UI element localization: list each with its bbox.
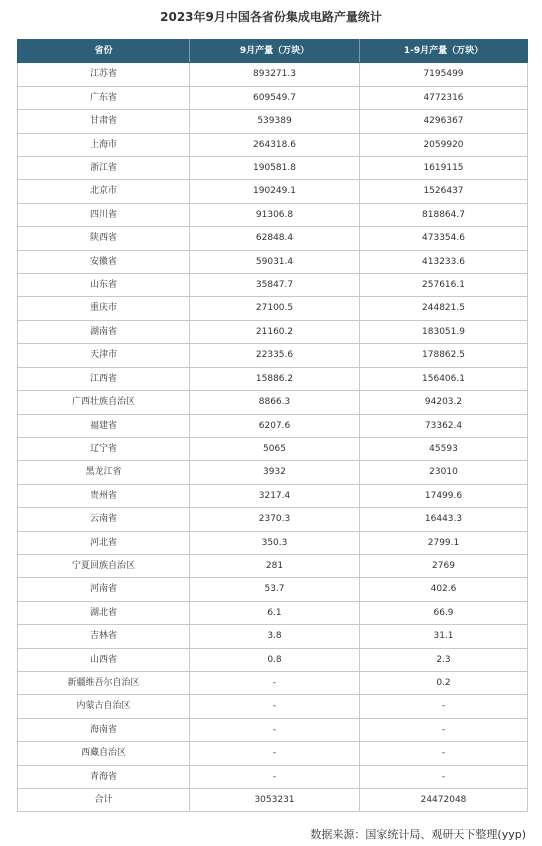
table-row [18,86,528,109]
table-row [18,601,528,624]
cell-province: 贵州省 [18,484,190,507]
cell-september-output: 21160.2 [190,320,360,343]
cell-jan-sep-output: 66.9 [360,601,528,624]
cell-jan-sep-output: 2799.1 [360,531,528,554]
cell-september-output: 2370.3 [190,508,360,531]
cell-jan-sep-output: - [360,742,528,765]
table-row [18,274,528,297]
cell-province: 辽宁省 [18,437,190,460]
cell-province: 福建省 [18,414,190,437]
cell-province: 上海市 [18,133,190,156]
cell-jan-sep-output: 183051.9 [360,320,528,343]
cell-jan-sep-output: 31.1 [360,625,528,648]
cell-jan-sep-output: 4296367 [360,110,528,133]
table-row [18,531,528,554]
cell-september-output: - [190,695,360,718]
cell-jan-sep-output: 244821.5 [360,297,528,320]
cell-september-output: - [190,765,360,788]
table-row [18,344,528,367]
table-row [18,203,528,226]
cell-jan-sep-output: 73362.4 [360,414,528,437]
cell-province: 内蒙古自治区 [18,695,190,718]
table-row [18,508,528,531]
table-row [18,695,528,718]
table-row [18,391,528,414]
table-row [18,765,528,788]
cell-september-output: 3053231 [190,789,360,812]
cell-jan-sep-output: 402.6 [360,578,528,601]
table-row [18,742,528,765]
cell-province: 海南省 [18,718,190,741]
cell-province: 北京市 [18,180,190,203]
cell-september-output: 893271.3 [190,63,360,86]
cell-province: 江西省 [18,367,190,390]
table-row [18,461,528,484]
table-header [18,40,528,63]
table-row [18,437,528,460]
cell-september-output: 539389 [190,110,360,133]
cell-province: 天津市 [18,344,190,367]
cell-september-output: 190581.8 [190,157,360,180]
cell-jan-sep-output: 2769 [360,554,528,577]
cell-september-output: - [190,718,360,741]
cell-september-output: 3.8 [190,625,360,648]
table-row [18,297,528,320]
cell-jan-sep-output: 17499.6 [360,484,528,507]
cell-september-output: 5065 [190,437,360,460]
cell-september-output: 8866.3 [190,391,360,414]
cell-province: 广东省 [18,86,190,109]
cell-province: 合计 [18,789,190,812]
header-september-output: 9月产量（万块） [190,40,360,63]
table-row [18,718,528,741]
cell-jan-sep-output: 818864.7 [360,203,528,226]
cell-province: 四川省 [18,203,190,226]
table-row [18,578,528,601]
cell-province: 浙江省 [18,157,190,180]
table-row [18,367,528,390]
table-row [18,63,528,86]
cell-september-output: 264318.6 [190,133,360,156]
cell-province: 吉林省 [18,625,190,648]
cell-september-output: 6207.6 [190,414,360,437]
cell-jan-sep-output: 1619115 [360,157,528,180]
cell-jan-sep-output: 413233.6 [360,250,528,273]
cell-province: 重庆市 [18,297,190,320]
table-body [18,63,528,812]
cell-jan-sep-output: 1526437 [360,180,528,203]
cell-jan-sep-output: 23010 [360,461,528,484]
cell-september-output: - [190,742,360,765]
table-row [18,414,528,437]
cell-jan-sep-output: 7195499 [360,63,528,86]
cell-september-output: 91306.8 [190,203,360,226]
cell-province: 甘肃省 [18,110,190,133]
cell-province: 安徽省 [18,250,190,273]
cell-jan-sep-output: 473354.6 [360,227,528,250]
cell-september-output: 53.7 [190,578,360,601]
table-row [18,180,528,203]
cell-september-output: 59031.4 [190,250,360,273]
cell-jan-sep-output: 24472048 [360,789,528,812]
cell-province: 山东省 [18,274,190,297]
cell-province: 广西壮族自治区 [18,391,190,414]
cell-province: 湖南省 [18,320,190,343]
cell-province: 河南省 [18,578,190,601]
table-row [18,648,528,671]
header-province: 省份 [18,40,190,63]
cell-september-output: 22335.6 [190,344,360,367]
table-row [18,227,528,250]
cell-september-output: 27100.5 [190,297,360,320]
cell-jan-sep-output: 178862.5 [360,344,528,367]
cell-province: 湖北省 [18,601,190,624]
table-title: 2023年9月中国各省份集成电路产量统计 [160,10,382,24]
cell-jan-sep-output: 2059920 [360,133,528,156]
cell-province: 山西省 [18,648,190,671]
cell-jan-sep-output: 4772316 [360,86,528,109]
cell-september-output: 350.3 [190,531,360,554]
cell-jan-sep-output: 16443.3 [360,508,528,531]
cell-september-output: 35847.7 [190,274,360,297]
table-row [18,484,528,507]
cell-jan-sep-output: - [360,695,528,718]
table-row [18,625,528,648]
cell-province: 宁夏回族自治区 [18,554,190,577]
cell-september-output: 281 [190,554,360,577]
cell-jan-sep-output: - [360,765,528,788]
table-row [18,157,528,180]
cell-province: 西藏自治区 [18,742,190,765]
data-source-note: 数据来源：国家统计局、观研天下整理(yyp) [310,828,526,841]
cell-september-output: 3217.4 [190,484,360,507]
header-jan-sep-output: 1-9月产量（万块） [360,40,528,63]
table-row [18,320,528,343]
cell-province: 陕西省 [18,227,190,250]
cell-september-output: 15886.2 [190,367,360,390]
cell-jan-sep-output: - [360,718,528,741]
cell-province: 青海省 [18,765,190,788]
cell-jan-sep-output: 94203.2 [360,391,528,414]
cell-jan-sep-output: 45593 [360,437,528,460]
table-row [18,110,528,133]
cell-september-output: 3932 [190,461,360,484]
cell-september-output: 190249.1 [190,180,360,203]
table-row [18,250,528,273]
cell-province: 江苏省 [18,63,190,86]
cell-province: 新疆维吾尔自治区 [18,671,190,694]
cell-september-output: - [190,671,360,694]
cell-september-output: 62848.4 [190,227,360,250]
cell-province: 河北省 [18,531,190,554]
cell-jan-sep-output: 156406.1 [360,367,528,390]
cell-jan-sep-output: 2.3 [360,648,528,671]
table-row [18,133,528,156]
cell-province: 云南省 [18,508,190,531]
table-row [18,554,528,577]
cell-september-output: 609549.7 [190,86,360,109]
cell-jan-sep-output: 257616.1 [360,274,528,297]
cell-province: 黑龙江省 [18,461,190,484]
header-row [18,40,528,63]
cell-september-output: 6.1 [190,601,360,624]
total-row [18,789,528,812]
cell-september-output: 0.8 [190,648,360,671]
cell-jan-sep-output: 0.2 [360,671,528,694]
table-row [18,671,528,694]
production-table [17,39,528,812]
